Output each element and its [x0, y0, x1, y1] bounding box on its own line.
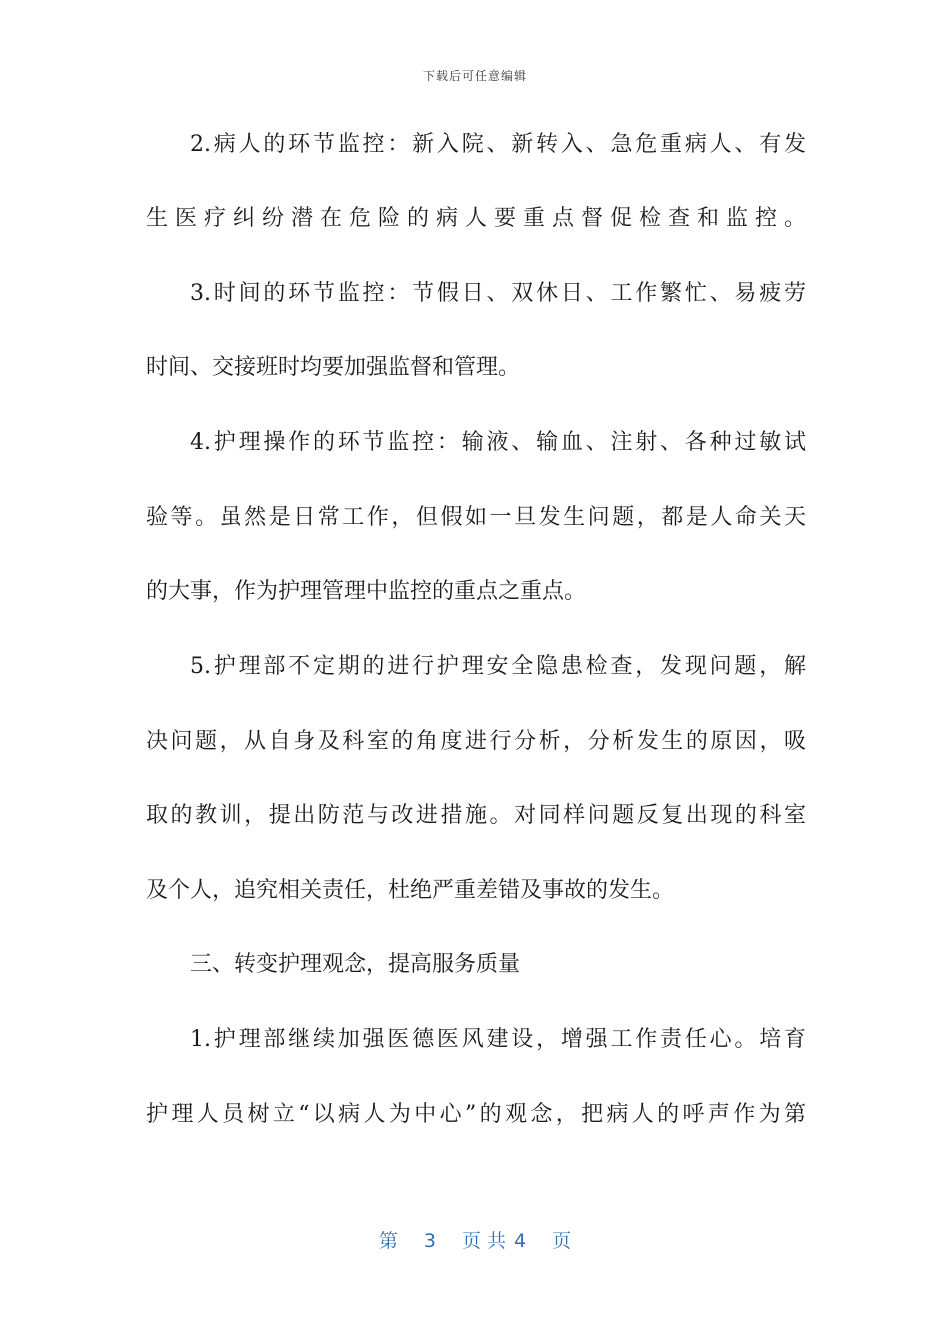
paragraph-line: 的大事，作为护理管理中监控的重点之重点。: [146, 579, 587, 604]
paragraph-line: 5.护理部不定期的进行护理安全隐患检查，发现问题，解: [190, 654, 806, 679]
paragraph-line: 取的教训，提出防范与改进措施。对同样问题反复出现的科室: [146, 803, 806, 828]
footer-prefix: 第: [378, 1230, 398, 1252]
paragraph-line: 1.护理部继续加强医德医风建设，增强工作责任心。培育: [190, 1027, 806, 1052]
paragraph-line: 决问题，从自身及科室的角度进行分析，分析发生的原因，吸: [146, 729, 806, 754]
paragraph-line: 2.病人的环节监控：新入院、新转入、急危重病人、有发: [190, 132, 806, 157]
section-heading: 三、转变护理观念，提高服务质量: [190, 952, 521, 977]
footer-middle: 页 共: [461, 1230, 507, 1252]
paragraph-line: 3.时间的环节监控：节假日、双休日、工作繁忙、易疲劳: [190, 281, 806, 306]
paragraph-line: 生医疗纠纷潜在危险的病人要重点督促检查和监控。: [146, 206, 806, 231]
header-note: 下载后可任意编辑: [422, 69, 527, 83]
paragraph-line: 4.护理操作的环节监控：输液、输血、注射、各种过敏试: [190, 430, 806, 455]
paragraph-line: 及个人，追究相关责任，杜绝严重差错及事故的发生。: [146, 878, 675, 903]
total-pages-number: 4: [514, 1230, 527, 1252]
current-page-number: 3: [423, 1230, 436, 1252]
footer-suffix: 页: [552, 1230, 572, 1252]
paragraph-line: 护理人员树立“以病人为中心”的观念，把病人的呼声作为第: [146, 1102, 806, 1127]
paragraph-line: 时间、交接班时均要加强监督和管理。: [146, 355, 521, 380]
page-footer: [0, 1226, 950, 1253]
paragraph-line: 验等。虽然是日常工作，但假如一旦发生问题，都是人命关天: [146, 505, 806, 530]
